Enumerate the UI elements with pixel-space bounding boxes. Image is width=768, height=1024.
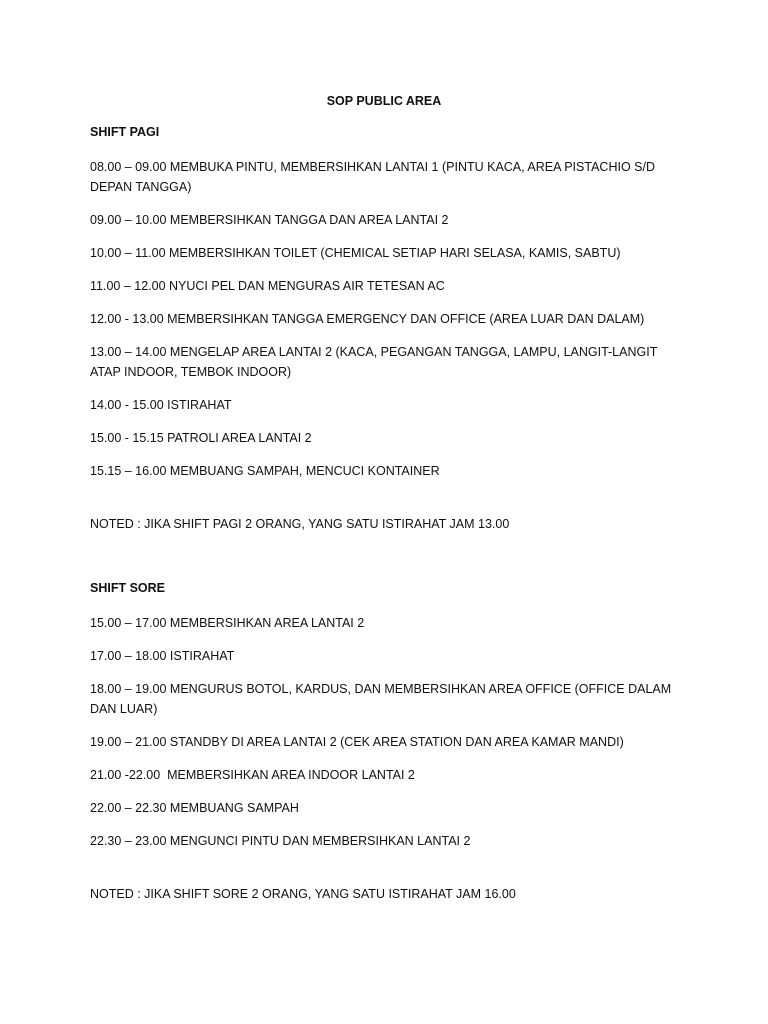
shift-pagi-heading: SHIFT PAGI xyxy=(90,125,160,139)
spacer xyxy=(90,481,690,514)
schedule-entry: 09.00 – 10.00 MEMBERSIHKAN TANGGA DAN AREA LANTAI 2 xyxy=(90,213,449,227)
schedule-entry: 15.00 - 15.15 PATROLI AREA LANTAI 2 xyxy=(90,431,312,445)
schedule-entry: 21.00 -22.00 MEMBERSIHKAN AREA INDOOR LANTAI 2 xyxy=(90,768,415,782)
shift-sore-note: NOTED : JIKA SHIFT SORE 2 ORANG, YANG SATU ISTIRAHAT JAM 16.00 xyxy=(90,887,516,901)
schedule-entry: 10.00 – 11.00 MEMBERSIHKAN TOILET (CHEMICAL SETIAP HARI SELASA, KAMIS, SABTU) xyxy=(90,246,621,260)
schedule-entry: 22.00 – 22.30 MEMBUANG SAMPAH xyxy=(90,801,299,815)
schedule-entry: 17.00 – 18.00 ISTIRAHAT xyxy=(90,649,235,663)
schedule-entry: 15.00 – 17.00 MEMBERSIHKAN AREA LANTAI 2 xyxy=(90,616,365,630)
schedule-entry: 08.00 – 09.00 MEMBUKA PINTU, MEMBERSIHKAN LANTAI 1 (PINTU KACA, AREA PISTACHIO S/D DEPAN TANGGA) xyxy=(90,160,655,194)
schedule-entry: 18.00 – 19.00 MENGURUS BOTOL, KARDUS, DAN MEMBERSIHKAN AREA OFFICE (OFFICE DALAM DAN LUAR) xyxy=(90,682,672,716)
schedule-entry: 15.15 – 16.00 MEMBUANG SAMPAH, MENCUCI KONTAINER xyxy=(90,464,440,478)
schedule-entry: 19.00 – 21.00 STANDBY DI AREA LANTAI 2 (CEK AREA STATION DAN AREA KAMAR MANDI) xyxy=(90,735,624,749)
shift-sore-heading: SHIFT SORE xyxy=(90,581,166,595)
schedule-entry: 11.00 – 12.00 NYUCI PEL DAN MENGURAS AIR TETESAN AC xyxy=(90,279,445,293)
spacer xyxy=(90,851,690,884)
schedule-entry: 12.00 - 13.00 MEMBERSIHKAN TANGGA EMERGENCY DAN OFFICE (AREA LUAR DAN DALAM) xyxy=(90,312,645,326)
schedule-entry: 22.30 – 23.00 MENGUNCI PINTU DAN MEMBERSIHKAN LANTAI 2 xyxy=(90,834,471,848)
spacer xyxy=(90,534,690,580)
document-title: SOP PUBLIC AREA xyxy=(326,94,442,108)
document-body xyxy=(90,93,690,904)
schedule-entry: 13.00 – 14.00 MENGELAP AREA LANTAI 2 (KACA, PEGANGAN TANGGA, LAMPU, LANGIT-LANGIT ATAP INDOOR, TEMBOK INDOOR) xyxy=(90,345,658,379)
shift-pagi-list xyxy=(90,157,690,481)
shift-pagi-note: NOTED : JIKA SHIFT PAGI 2 ORANG, YANG SATU ISTIRAHAT JAM 13.00 xyxy=(90,517,510,531)
shift-sore-list xyxy=(90,613,690,851)
schedule-entry: 14.00 - 15.00 ISTIRAHAT xyxy=(90,398,232,412)
